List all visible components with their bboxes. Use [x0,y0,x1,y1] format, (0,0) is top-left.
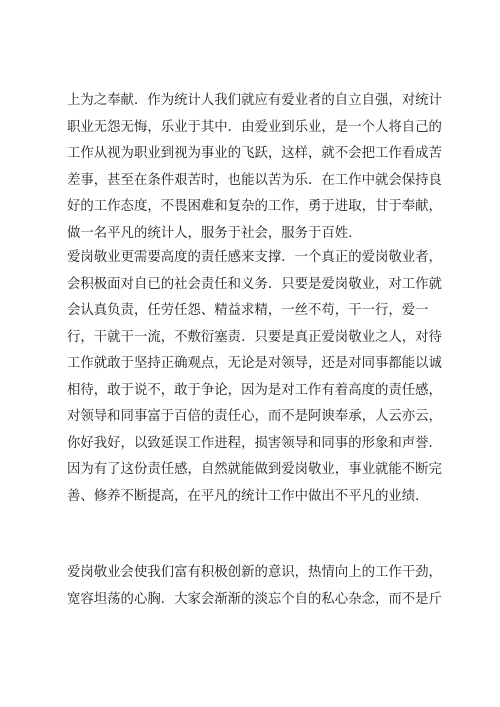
text-line: 工作就敢于坚持正确观点，无论是对领导，还是对同事都能以诚 [67,356,442,371]
text-line: 会认真负责，任劳任怨、精益求精，一丝不苟，干一行，爱一 [67,303,429,318]
paragraph-innovation [67,560,447,613]
text-line: 爱岗敬业会使我们富有积极创新的意识，热情向上的工作干劲， [67,565,442,580]
text-line: 宽容坦荡的心胸．大家会渐渐的淡忘个自的私心杂念，而不是斤 [67,591,442,607]
text-line: 相待，敢于说不，敢于争论，因为是对工作有着高度的责任感， [67,382,442,398]
text-line: 会积极面对自已的社会责任和义务．只要是爱岗敬业，对工作就 [67,276,442,292]
text-line: 爱岗敬业更需要高度的责任感来支撑．一个真正的爱岗敬业者， [67,250,442,265]
text-line: 对领导和同事富于百倍的责任心，而不是阿谀奉承，人云亦云， [67,409,442,424]
text-line: 工作从视为职业到视为事业的飞跃，这样，就不会把工作看成苦 [67,146,442,161]
paragraph-dedication [67,88,447,247]
text-line: 因为有了这份责任感，自然就能做到爱岗敬业，事业就能不断完 [67,462,442,477]
paragraph-responsibility [67,245,447,510]
text-line: 好的工作态度，不畏困难和复杂的工作，勇于进取，甘于奉献， [67,199,442,214]
text-line: 你好我好，以致延误工作进程，损害领导和同事的形象和声誉． [67,435,442,451]
text-line: 做一名平凡的统计人，服务于社会，服务于百姓． [67,225,362,241]
text-line: 职业无怨无悔，乐业于其中．由爱业到乐业，是一个人将自己的 [67,119,442,135]
text-line: 善、修养不断提高，在平凡的统计工作中做出不平凡的业绩． [67,488,429,504]
text-line: 行，干就干一流，不敷衍塞责．只要是真正爱岗敬业之人，对待 [67,329,442,345]
text-line: 上为之奉献．作为统计人我们就应有爱业者的自立自强，对统计 [67,93,442,108]
text-line: 差事，甚至在条件艰苦时，也能以苦为乐．在工作中就会保持良 [67,172,442,188]
